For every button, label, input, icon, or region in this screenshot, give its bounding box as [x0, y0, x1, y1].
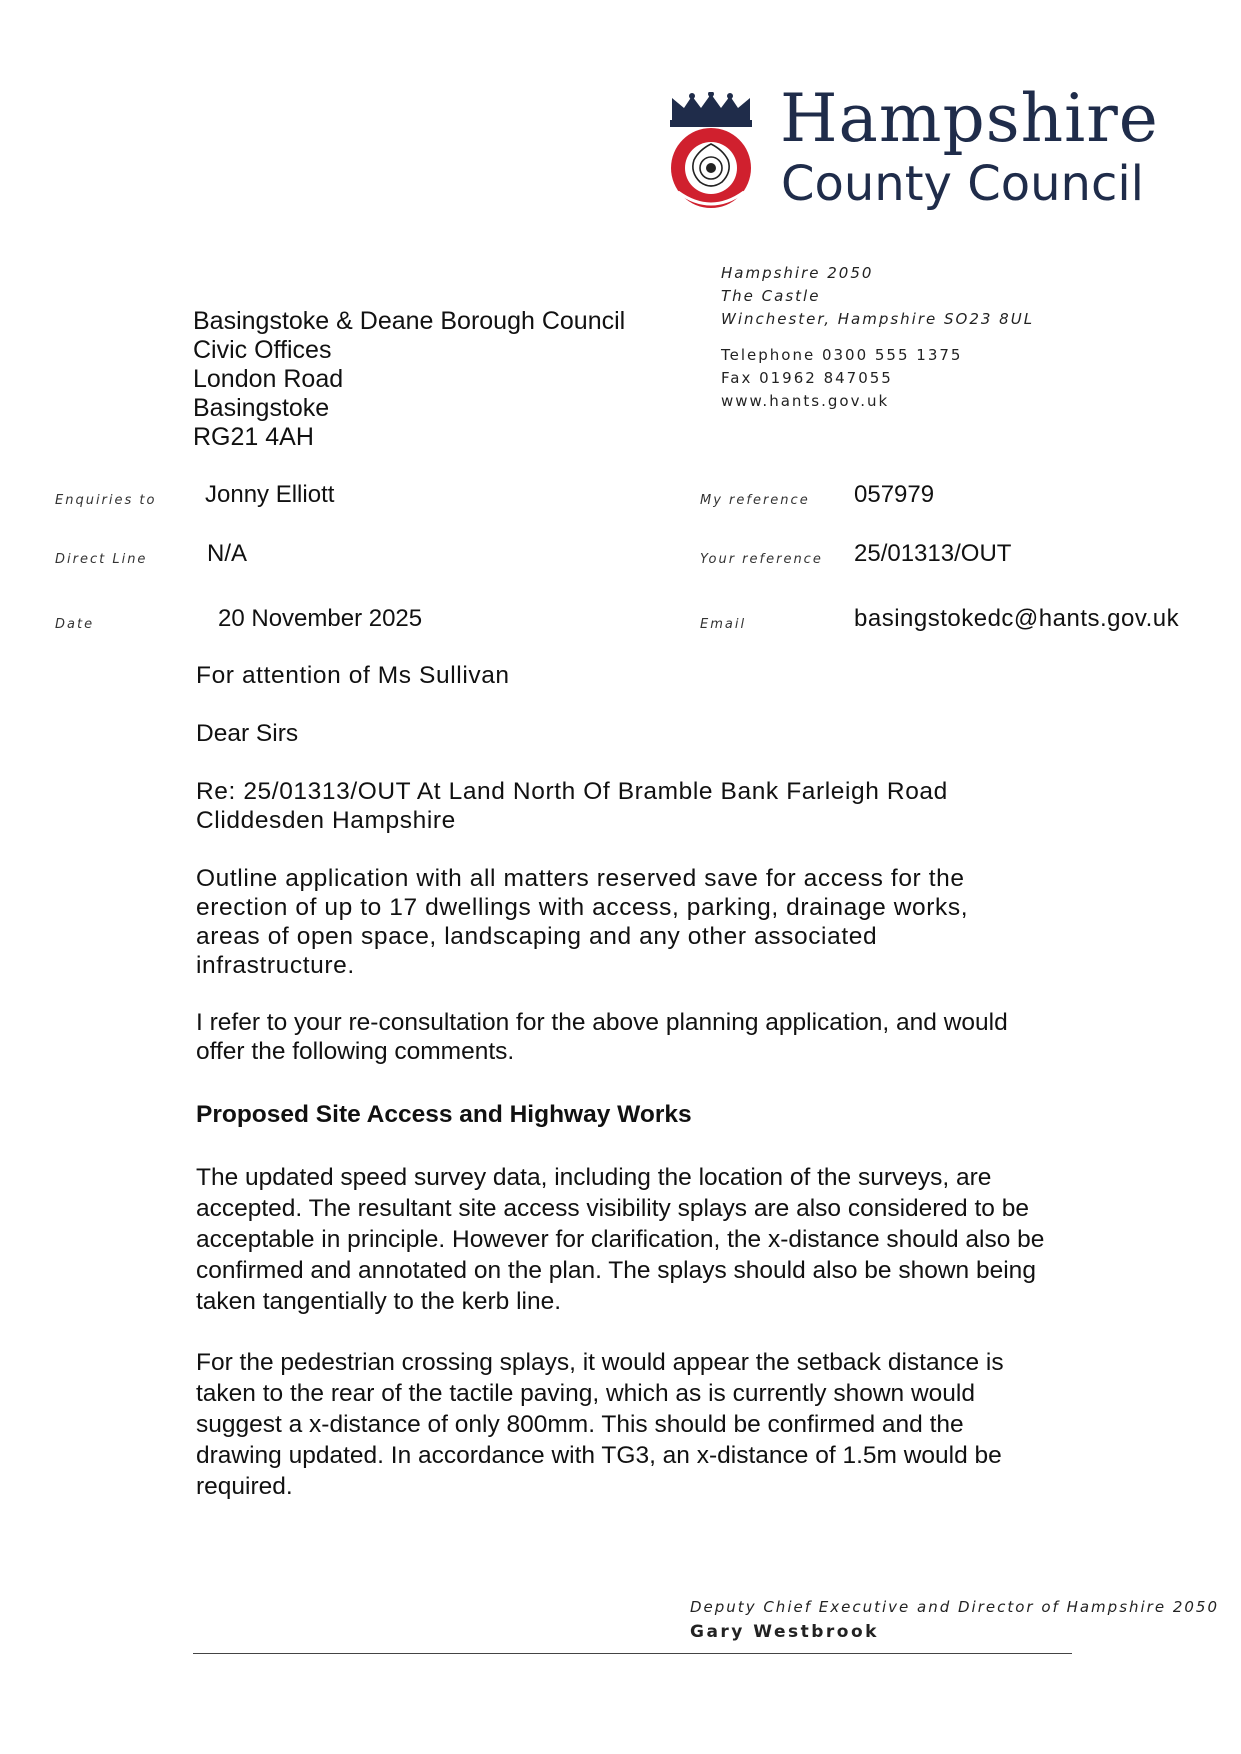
subject-line-2: Cliddesden Hampshire — [196, 807, 456, 834]
email-value[interactable]: basingstokedc@hants.gov.uk — [854, 605, 1180, 632]
footer-job-title: Deputy Chief Executive and Director of Hampshire 2050 — [690, 1598, 1220, 1616]
recipient-line: Basingstoke & Deane Borough Council — [193, 307, 626, 335]
recipient-line: RG21 4AH — [193, 423, 314, 451]
sender-web[interactable]: www.hants.gov.uk — [721, 392, 890, 410]
subject-line — [196, 777, 1076, 835]
date-label: Date — [55, 617, 95, 632]
your-reference-value: 25/01313/OUT — [854, 540, 1012, 567]
email-label: Email — [700, 617, 747, 632]
footer-divider — [193, 1653, 1072, 1654]
logo-wordmark-hampshire: Hampshire — [780, 80, 1159, 157]
recipient-line: Civic Offices — [193, 336, 332, 364]
access-paragraph: The updated speed survey data, including the location of the surveys, are accepted. The resultant site access visibility splays are also considered to be acceptable in principle. However for clarification, the x-distance should also be confirmed and annotated on the plan. The splays should also be shown being taken tangentially to the kerb line. — [196, 1164, 1045, 1315]
sender-telephone: Telephone 0300 555 1375 — [721, 346, 963, 364]
recipient-address — [193, 307, 625, 452]
footer-signatory: Gary Westbrook — [690, 1622, 879, 1642]
direct-line-value: N/A — [207, 540, 248, 567]
my-reference-label: My reference — [700, 493, 810, 508]
council-logo — [666, 80, 1159, 222]
sender-town: Winchester, Hampshire SO23 8UL — [721, 310, 1035, 328]
subject-line-1: Re: 25/01313/OUT At Land North Of Bramble Bank Farleigh Road — [196, 778, 948, 805]
enquiries-label: Enquiries to — [55, 493, 157, 508]
intro-paragraph: I refer to your re-consultation for the above planning application, and would offer the following comments. — [196, 1009, 1008, 1065]
sender-building: The Castle — [721, 287, 821, 305]
section-heading: Proposed Site Access and Highway Works — [196, 1101, 692, 1128]
my-reference-value: 057979 — [854, 481, 935, 508]
application-description: Outline application with all matters reserved save for access for the erection of up to 17 dwellings with access, parking, drainage works, areas of open space, landscaping and any other associated infrastructure. — [196, 865, 969, 979]
crowned-rose-emblem-icon — [666, 92, 756, 212]
attention-line: For attention of Ms Sullivan — [196, 662, 510, 689]
recipient-line: London Road — [193, 365, 344, 393]
salutation: Dear Sirs — [196, 720, 299, 747]
recipient-line: Basingstoke — [193, 394, 330, 422]
enquiries-value: Jonny Elliott — [205, 481, 335, 508]
sender-address — [721, 262, 1034, 331]
sender-dept: Hampshire 2050 — [721, 264, 874, 282]
sender-fax: Fax 01962 847055 — [721, 369, 893, 387]
sender-contact — [721, 344, 962, 413]
date-value: 20 November 2025 — [218, 605, 423, 632]
your-reference-label: Your reference — [700, 552, 823, 567]
crossing-paragraph: For the pedestrian crossing splays, it would appear the setback distance is taken to the rear of the tactile paving, which as is currently shown would suggest a x-distance of only 800mm. This should be confirmed and the drawing updated. In accordance with TG3, an x-distance of 1.5m would be required. — [196, 1349, 1004, 1500]
direct-line-label: Direct Line — [55, 552, 148, 567]
logo-wordmark-county-council: County Council — [781, 156, 1144, 212]
